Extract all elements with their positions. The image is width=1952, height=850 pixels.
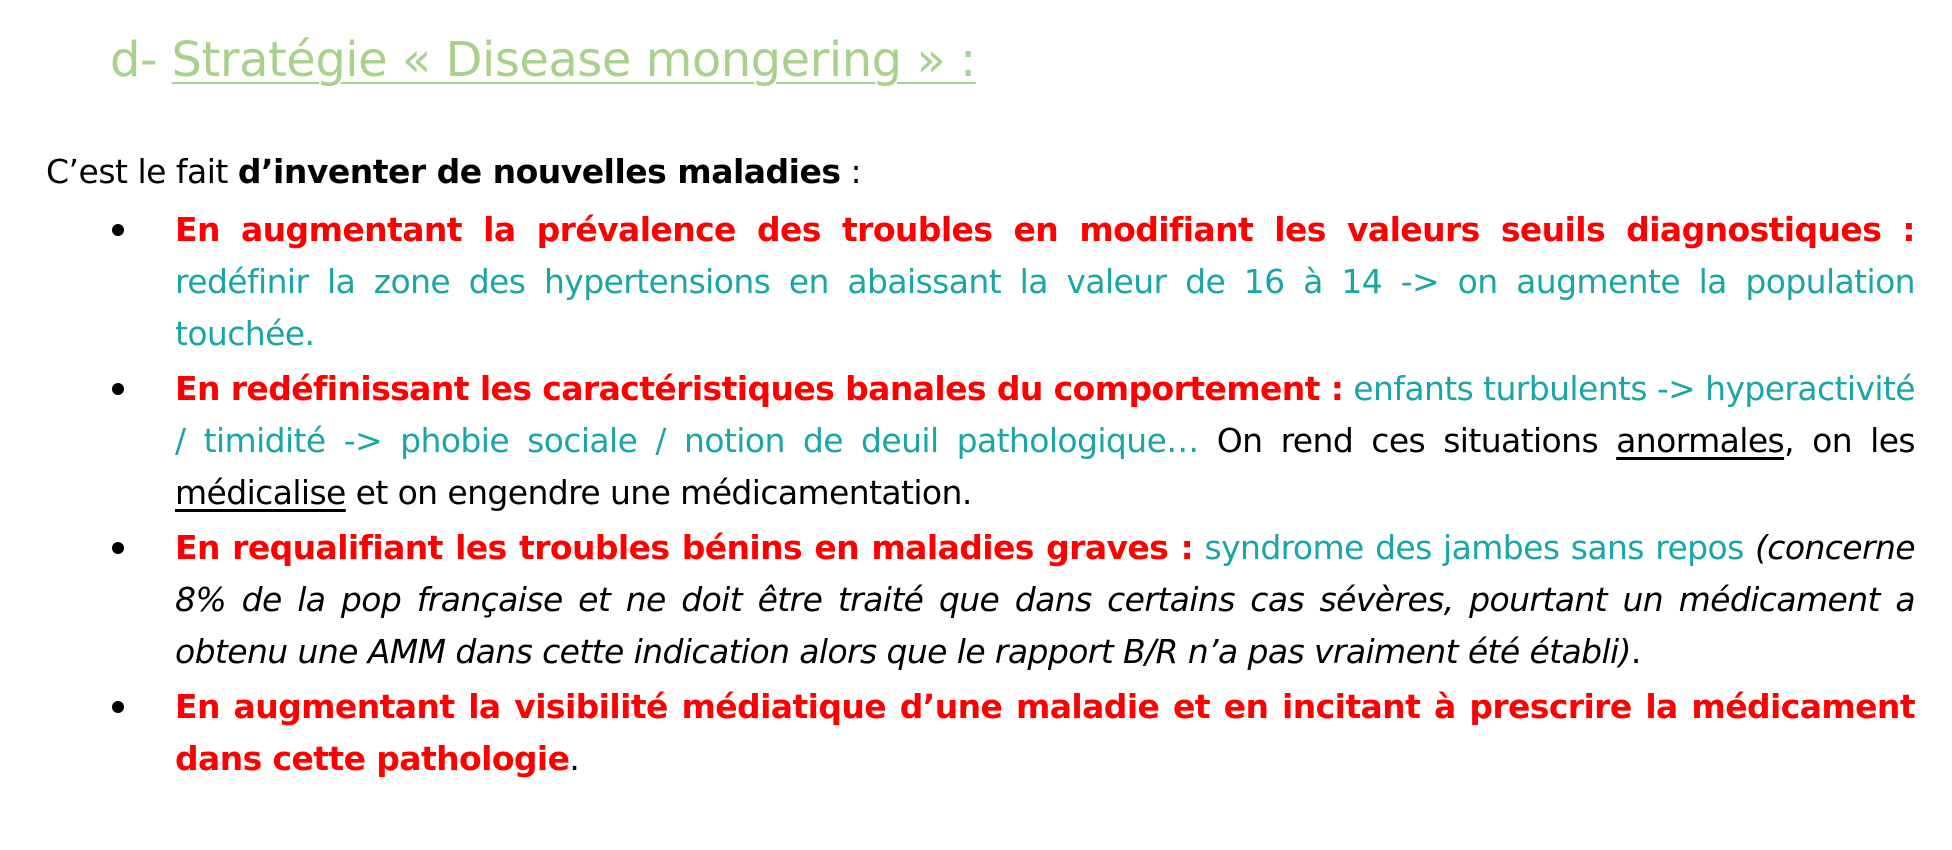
underlined-word: anormales bbox=[1616, 421, 1785, 460]
bullet-heading: En augmentant la prévalence des troubles en modifiant les valeurs seuils diagnostiques : bbox=[175, 210, 1915, 249]
heading-prefix: d- bbox=[110, 32, 172, 88]
list-item bbox=[0, 522, 1915, 678]
bullet-example: enfants turbulents -> hyperactivité / timidité -> phobie sociale / notion de deuil pathologique… bbox=[175, 369, 1916, 460]
intro-paragraph bbox=[46, 146, 861, 198]
heading-title: Stratégie « Disease mongering » : bbox=[171, 32, 976, 88]
bullet-text: On rend ces situations bbox=[1198, 421, 1617, 460]
underlined-word: médicalise bbox=[175, 473, 346, 512]
bullet-heading: En redéfinissant les caractéristiques banales du comportement : bbox=[175, 369, 1344, 408]
bullet-icon bbox=[112, 542, 124, 554]
section-heading bbox=[110, 24, 976, 96]
strategy-list bbox=[0, 204, 1952, 788]
bullet-heading: En augmentant la visibilité médiatique d’une maladie et en incitant à prescrire la médicament dans cette pathologie bbox=[175, 687, 1915, 778]
bullet-end: . bbox=[1630, 632, 1641, 671]
intro-text-start: C’est le fait bbox=[46, 152, 238, 191]
bullet-end: . bbox=[569, 739, 580, 778]
list-item bbox=[0, 363, 1915, 519]
list-item bbox=[0, 681, 1915, 785]
list-item bbox=[0, 204, 1915, 360]
bullet-heading: En requalifiant les troubles bénins en maladies graves : bbox=[175, 528, 1194, 567]
intro-bold-phrase: d’inventer de nouvelles maladies bbox=[237, 152, 841, 191]
bullet-text: , on les bbox=[1784, 421, 1915, 460]
bullet-icon bbox=[112, 383, 124, 395]
bullet-example: redéfinir la zone des hypertensions en abaissant la valeur de 16 à 14 -> on augmente la population touchée. bbox=[175, 262, 1915, 353]
bullet-example: syndrome des jambes sans repos bbox=[1193, 528, 1744, 567]
bullet-italic-note: (concerne 8% de la pop française et ne doit être traité que dans certains cas sévères, pourtant un médicament a obtenu une AMM dans cette indication alors que le rapport B/R n’a pas vraiment été établi) bbox=[175, 528, 1915, 671]
bullet-text: et on engendre une médicamentation. bbox=[345, 473, 972, 512]
bullet-icon bbox=[112, 224, 124, 236]
bullet-icon bbox=[112, 701, 124, 713]
intro-text-end: : bbox=[840, 152, 862, 191]
